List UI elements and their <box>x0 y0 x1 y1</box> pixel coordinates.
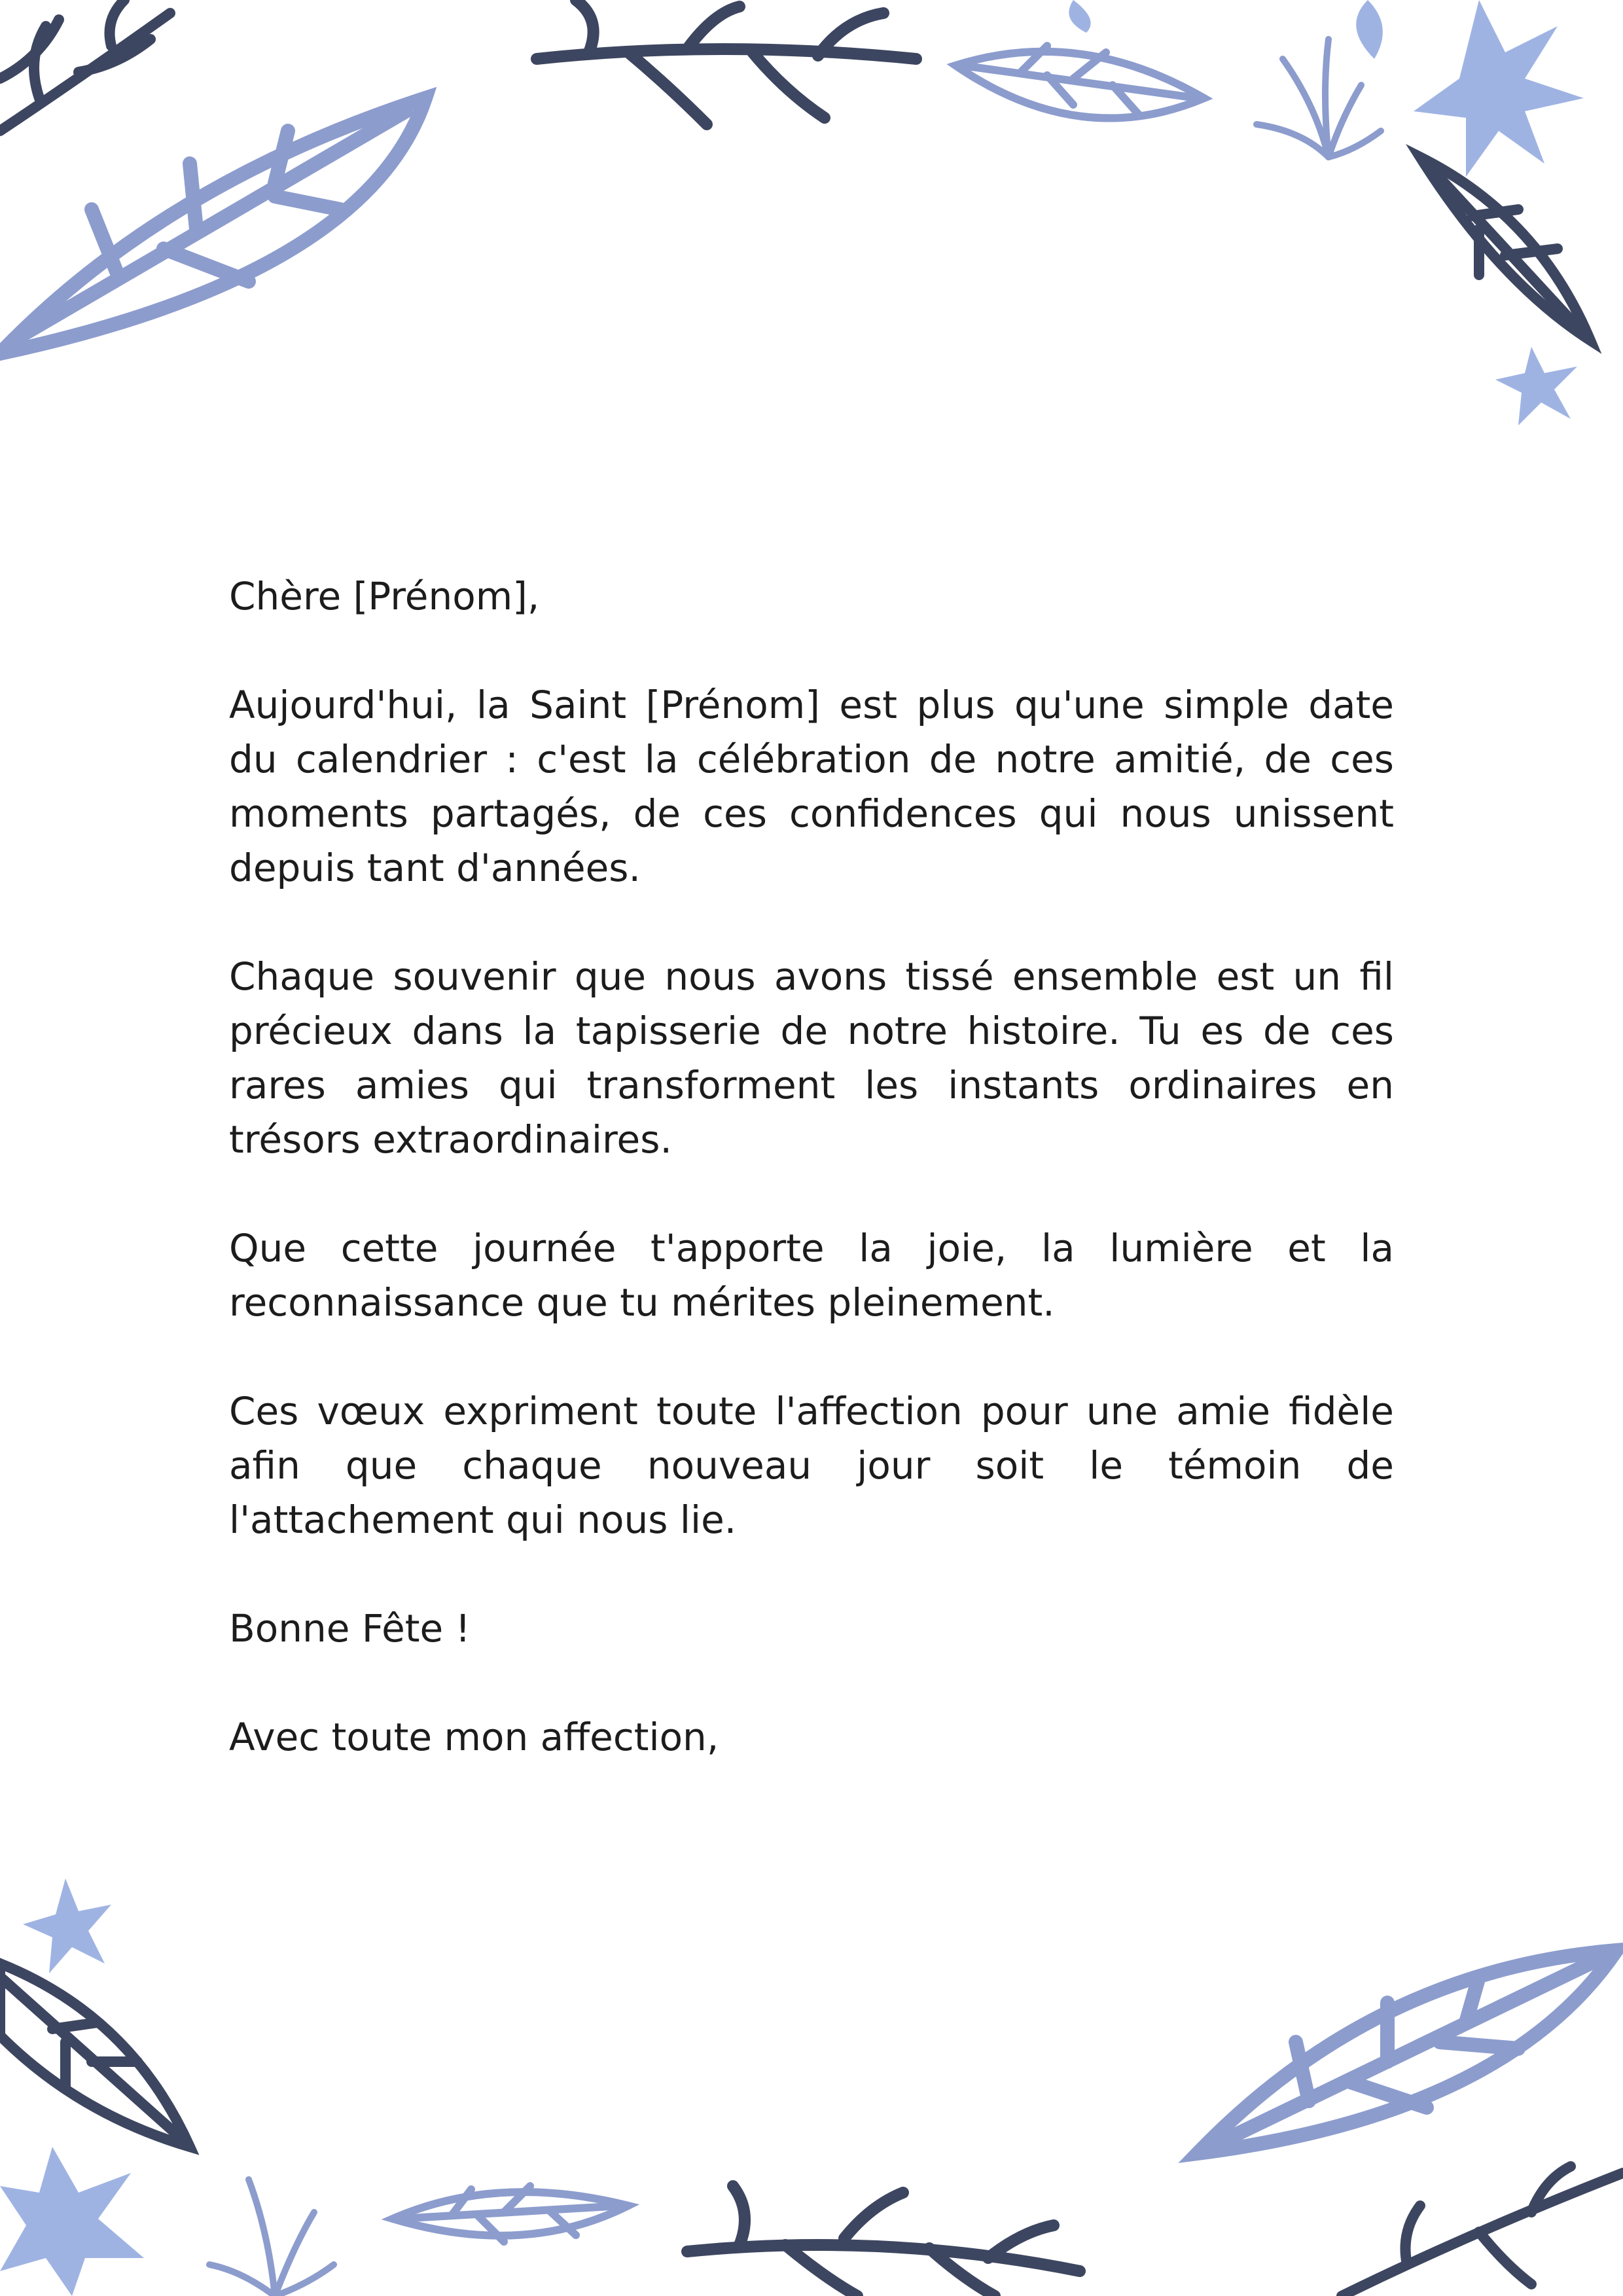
fern-icon <box>209 2179 334 2296</box>
leaf-branch-icon <box>537 0 916 124</box>
leaf-branch-icon <box>0 0 170 131</box>
top-foliage-border <box>0 0 1623 458</box>
bottom-foliage-border <box>0 1865 1623 2296</box>
paragraph-4: Ces vœux expriment toute l'affection pour une amie fidèle afin que chaque nouveau jour soit le témoin de l'attachement qui nous lie. <box>229 1389 1394 1542</box>
paragraph-2: Chaque souvenir que nous avons tissé ensemble est un fil précieux dans la tapisserie de notre histoire. Tu es de ces rares amies qui transforment les instants ordinaires en trésors extraordinaires. <box>229 954 1394 1162</box>
star-flower-icon <box>23 1878 111 1973</box>
large-leaf-icon <box>1420 157 1590 340</box>
large-leaf-icon <box>0 1964 190 2147</box>
greeting: Bonne Fête ! <box>229 1606 471 1651</box>
fern-icon <box>1257 39 1381 157</box>
large-leaf-icon <box>0 98 425 353</box>
closing: Avec toute mon affection, <box>229 1715 719 1759</box>
large-leaf-icon <box>955 46 1204 118</box>
letter-body <box>229 569 1394 1819</box>
large-leaf-icon <box>1198 1950 1616 2153</box>
star-flower-icon <box>0 2147 144 2296</box>
paragraph-3: Que cette journée t'apporte la joie, la lumière et la reconnaissance que tu mérites pleinement. <box>229 1226 1394 1325</box>
star-flower-icon <box>1495 347 1577 425</box>
salutation: Chère [Prénom], <box>229 574 540 619</box>
large-leaf-icon <box>393 2186 628 2242</box>
leaf-branch-icon <box>687 2186 1080 2296</box>
paragraph-1: Aujourd'hui, la Saint [Prénom] est plus qu'une simple date du calendrier : c'est la célébration de notre amitié, de ces moments partagés, de ces confidences qui nous unissent depuis tant d'années. <box>229 683 1394 890</box>
leaf-branch-icon <box>1342 2166 1623 2296</box>
